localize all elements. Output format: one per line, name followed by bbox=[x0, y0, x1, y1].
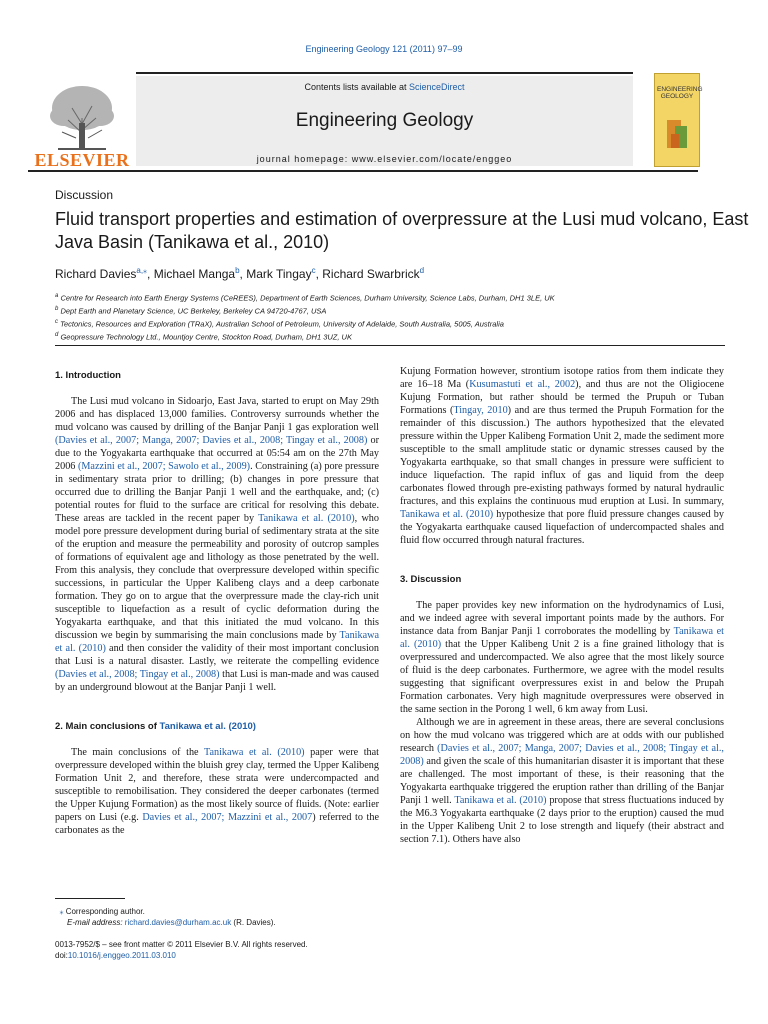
reference-link[interactable]: (Davies et al., 2008; Tingay et al., 2008) bbox=[55, 669, 220, 680]
footnote-line bbox=[55, 906, 385, 917]
copyright-text: 0013-7952/$ – see front matter © 2011 Elsevier B.V. All rights reserved. bbox=[55, 940, 308, 949]
cover-title bbox=[657, 86, 703, 100]
author-name[interactable]: Richard Davies bbox=[55, 267, 137, 281]
header-top-rule bbox=[136, 72, 633, 74]
affiliation-item bbox=[55, 317, 755, 330]
text-run: or due to the Yogyakarta earthquake that occurred at 05:54 am on the 27th May 2006 bbox=[55, 435, 379, 472]
text-run: The main conclusions of the bbox=[71, 747, 204, 758]
journal-title: Engineering Geology bbox=[295, 110, 474, 131]
journal-homepage[interactable]: journal homepage: www.elsevier.com/locate/enggeo bbox=[256, 154, 513, 164]
contents-line bbox=[136, 82, 633, 92]
text-run: The Lusi mud volcano in Sidoarjo, East Java, started to erupt on May 29th 2006 and has displaced 13,000 families. Controversy surrounds whether the mud volcano was caused by drilling of the Banjar Panji 1 gas exploration well bbox=[55, 396, 379, 433]
text-run: and then consider the validity of their most important conclusion that Lusi is a natural disaster. Lastly, we reiterate the compelling evidence bbox=[55, 643, 379, 667]
affiliation-text: Tectonics, Resources and Exploration (TRaX), Australian School of Petroleum, University of Adelaide, South Australia, 5005, Australia bbox=[60, 319, 504, 329]
section-heading: 1. Introduction bbox=[55, 370, 121, 381]
copyright-block bbox=[55, 939, 385, 961]
text-run: ) referred to the carbonates as the bbox=[55, 812, 379, 836]
text-run: and given the scale of this humanitarian disaster it is important that these are challenged. The most important of these, is their reasoning that the Yogyakarta earthquake triggered the eruption rather than drilling of the Banjar Panji 1 well. bbox=[400, 756, 724, 806]
affiliation-item bbox=[55, 330, 755, 343]
doi-prefix: doi: bbox=[55, 951, 68, 960]
author-affil-marker[interactable]: d bbox=[419, 266, 425, 275]
left-column bbox=[55, 369, 379, 837]
text-run: Although we are in agreement in these areas, there are several conclusions on how the mud volcano was triggered which are at odds with our published research bbox=[400, 717, 724, 754]
right-column bbox=[400, 365, 724, 846]
text-run: The paper provides key new information on the hydrodynamics of Lusi, and we indeed agree with several important points made by the authors. For instance data from Banjar Panji 1 corroborates the modelling by bbox=[400, 600, 724, 637]
affiliation-marker: b bbox=[55, 306, 59, 312]
reference-link[interactable]: (Mazzini et al., 2007; Sawolo et al., 2009) bbox=[77, 461, 251, 472]
text-run: ), and thus are not the Oligiocene Kujung Formation, but rather should be termed the Prupuh or Tuban Formations ( bbox=[400, 379, 724, 416]
corresponding-author-footnote bbox=[55, 906, 385, 928]
reference-link[interactable]: Tanikawa et al. (2010) bbox=[454, 795, 547, 806]
footnote-line bbox=[55, 917, 385, 928]
cover-title-line-2: GEOLOGY bbox=[660, 93, 694, 100]
article-type: Discussion bbox=[55, 188, 114, 202]
reference-link[interactable]: Tanikawa et al. (2010) bbox=[258, 513, 355, 524]
paragraph bbox=[55, 395, 379, 694]
affiliation-text: Geopressure Technology Ltd., Mountjoy Centre, Stockton Road, Durham, DH1 3UZ, UK bbox=[60, 332, 352, 342]
section-divider bbox=[55, 345, 725, 346]
paragraph bbox=[400, 599, 724, 716]
reference-link[interactable]: (Davies et al., 2007; Manga, 2007; Davies et al., 2008; Tingay et al., 2008) bbox=[400, 743, 724, 767]
text-run: hypothesize that pore fluid pressure changes caused by the Yogyakarta earthquake caused liquefaction of undercompacted shales and fluid flow occurred through natural fractures. bbox=[400, 509, 724, 546]
journal-citation[interactable]: Engineering Geology 121 (2011) 97–99 bbox=[305, 44, 463, 54]
section-heading bbox=[55, 720, 379, 733]
sciencedirect-link[interactable]: ScienceDirect bbox=[409, 82, 465, 92]
affiliation-item bbox=[55, 291, 755, 304]
author-affil-marker[interactable]: a,⁎ bbox=[136, 266, 148, 275]
footnote-rule bbox=[55, 898, 125, 899]
paragraph bbox=[55, 746, 379, 837]
text-run: , who model pore pressure development during burial of sedimentary strata at the site of the eruption and measure the permeability and porosity of outcrop samples of formations of equivalent age and lithology as those penetrated by the well. From this analysis, they conclude that overpressure developed within specific successions, in particular the Upper Kalibeng clays and a deep carbonate formation. They go on to argue that the overpressure made the clay-rich unit susceptible to liquefaction as a result of cyclic deformation during the Yogyakarta earthquake, and that this initiated the mud volcano. In this discussion we begin by summarising the main conclusions made by bbox=[55, 513, 379, 641]
text-run: that Lusi is man-made and was caused by an underground blowout at the Banjar Panji 1 well. bbox=[55, 669, 379, 693]
affiliation-text: Centre for Research into Earth Energy Systems (CeREES), Department of Earth Sciences, Durham University, Science Labs, Durham, DH1 3LE, UK bbox=[60, 293, 555, 303]
footnote-marker[interactable]: ⁎ bbox=[59, 907, 64, 916]
affiliation-item bbox=[55, 304, 755, 317]
article-title: Fluid transport properties and estimation of overpressure at the Lusi mud volcano, East Java Basin (Tanikawa et al., 2010) bbox=[55, 209, 749, 252]
affiliation-marker: a bbox=[55, 293, 59, 299]
reference-link[interactable]: Tanikawa et al. (2010) bbox=[203, 747, 305, 758]
contents-prefix: Contents lists available at bbox=[304, 82, 410, 92]
affiliation-text: Dept Earth and Planetary Science, UC Berkeley, Berkeley CA 94720-4767, USA bbox=[60, 306, 327, 316]
reference-link[interactable]: Tanikawa et al. (2010) bbox=[400, 509, 494, 520]
paragraph bbox=[400, 365, 724, 547]
cover-title-line-1: ENGINEERING bbox=[657, 86, 703, 93]
text-run: paper were that overpressure developed within the bluish grey clay, termed the Upper Kalibeng Formation Unit 2, and therefore, these strata were undercompacted and susceptible to remobilisation. They considered the deeper carbonates (termed the Upper Kujung Formation) as the most likely source of fluids. (Note: earlier papers on Lusi (e.g. bbox=[55, 747, 379, 823]
reference-link[interactable]: Tingay, 2010 bbox=[453, 405, 508, 416]
doi-line bbox=[55, 950, 385, 961]
affiliation-marker: d bbox=[55, 332, 59, 338]
footnote-text: Corresponding author. bbox=[65, 907, 145, 916]
paragraph bbox=[400, 716, 724, 846]
header-bottom-rule bbox=[28, 170, 698, 172]
text-run: ) and are thus termed the Prupuh Formation for the remainder of this discussion.) The authors hypothesized that the elevated pressure within the Upper Kalibeng Formation Unit 2, made the sediment more susceptible to the small amplitude static or dynamic stresses caused by the Yogyakarta earthquake, so that small changes in pressure were sufficient to induce liquefaction. The rapid influx of gas and liquid from the deep carbonates flowed through pre-existing pathways formed by natural hydraulic fractures, and this explains the continuous mud eruption at Lusi. In summary, bbox=[400, 405, 724, 507]
footnote-text: (R. Davies). bbox=[231, 918, 276, 927]
author-affil-marker[interactable]: c bbox=[311, 266, 316, 275]
text-run: . Constraining (a) pore pressure in sedimentary strata prior to drilling; (b) changes in pore pressure that occurred due to drilling the Banjar Panji 1 well and the earthquake, and; (c) potential routes for fluid to the surface are critical for resolving this debate. These areas are tackled in the recent paper by bbox=[55, 461, 380, 524]
email-label: E-mail address: bbox=[67, 918, 125, 927]
text-run: that the Upper Kalibeng Unit 2 is a fine grained lithology that is overpressured and undercompacted. We also agree that the most likely source of fluid is the deep carbonates. Furthermore, we agree with the model results suggesting that significant overpressures exist in and below the Prupah Formation carbonates. Very high magnitude overpressures were observed in the same section in the Porong 1 well, 6 km away from Lusi. bbox=[400, 639, 724, 715]
email-link[interactable]: richard.davies@durham.ac.uk bbox=[124, 918, 232, 927]
reference-link[interactable]: Tanikawa et al. (2010) bbox=[55, 630, 379, 654]
affiliation-marker: c bbox=[55, 319, 58, 325]
text-run: propose that stress fluctuations induced by the M6.3 Yogyakarta earthquake (2 days prior to the eruption) caused the mud in the Upper Kalibeng Unit 2 to lose strength and liquefy (their abstract and section 7.1). Others have also bbox=[400, 795, 724, 845]
section-heading: 3. Discussion bbox=[400, 574, 462, 585]
reference-link[interactable]: Tanikawa et al. (2010) bbox=[159, 721, 256, 732]
text-run: Kujung Formation however, strontium isotope ratios from them indicate they are 16–18 Ma ( bbox=[400, 366, 724, 390]
reference-link[interactable]: Davies et al., 2007; Mazzini et al., 2007 bbox=[142, 812, 313, 823]
author-name[interactable]: Michael Manga bbox=[153, 267, 236, 281]
cover-art-icon bbox=[665, 116, 691, 152]
author-list: Richard Davies$^{a,⁎}$, Michael Manga$^b$, Mark Tingay$^c$, Richard Swarbrick$^d$ bbox=[55, 266, 425, 281]
journal-cover-thumbnail[interactable] bbox=[654, 73, 703, 167]
reference-link[interactable]: (Davies et al., 2007; Manga, 2007; Davies et al., 2008; Tingay et al., 2008) bbox=[55, 435, 368, 446]
author-name[interactable]: Mark Tingay bbox=[246, 267, 312, 281]
reference-link[interactable]: Kusumastuti et al., 2002 bbox=[469, 379, 576, 390]
author-name[interactable]: Richard Swarbrick bbox=[322, 267, 420, 281]
heading-text: 2. Main conclusions of bbox=[55, 721, 160, 732]
affiliations bbox=[55, 291, 755, 343]
doi-link[interactable]: 10.1016/j.enggeo.2011.03.010 bbox=[67, 951, 176, 960]
reference-link[interactable]: Tanikawa et al. (2010) bbox=[400, 626, 724, 650]
author-affil-marker[interactable]: b bbox=[235, 266, 240, 275]
elsevier-wordmark: ELSEVIER bbox=[34, 150, 130, 170]
